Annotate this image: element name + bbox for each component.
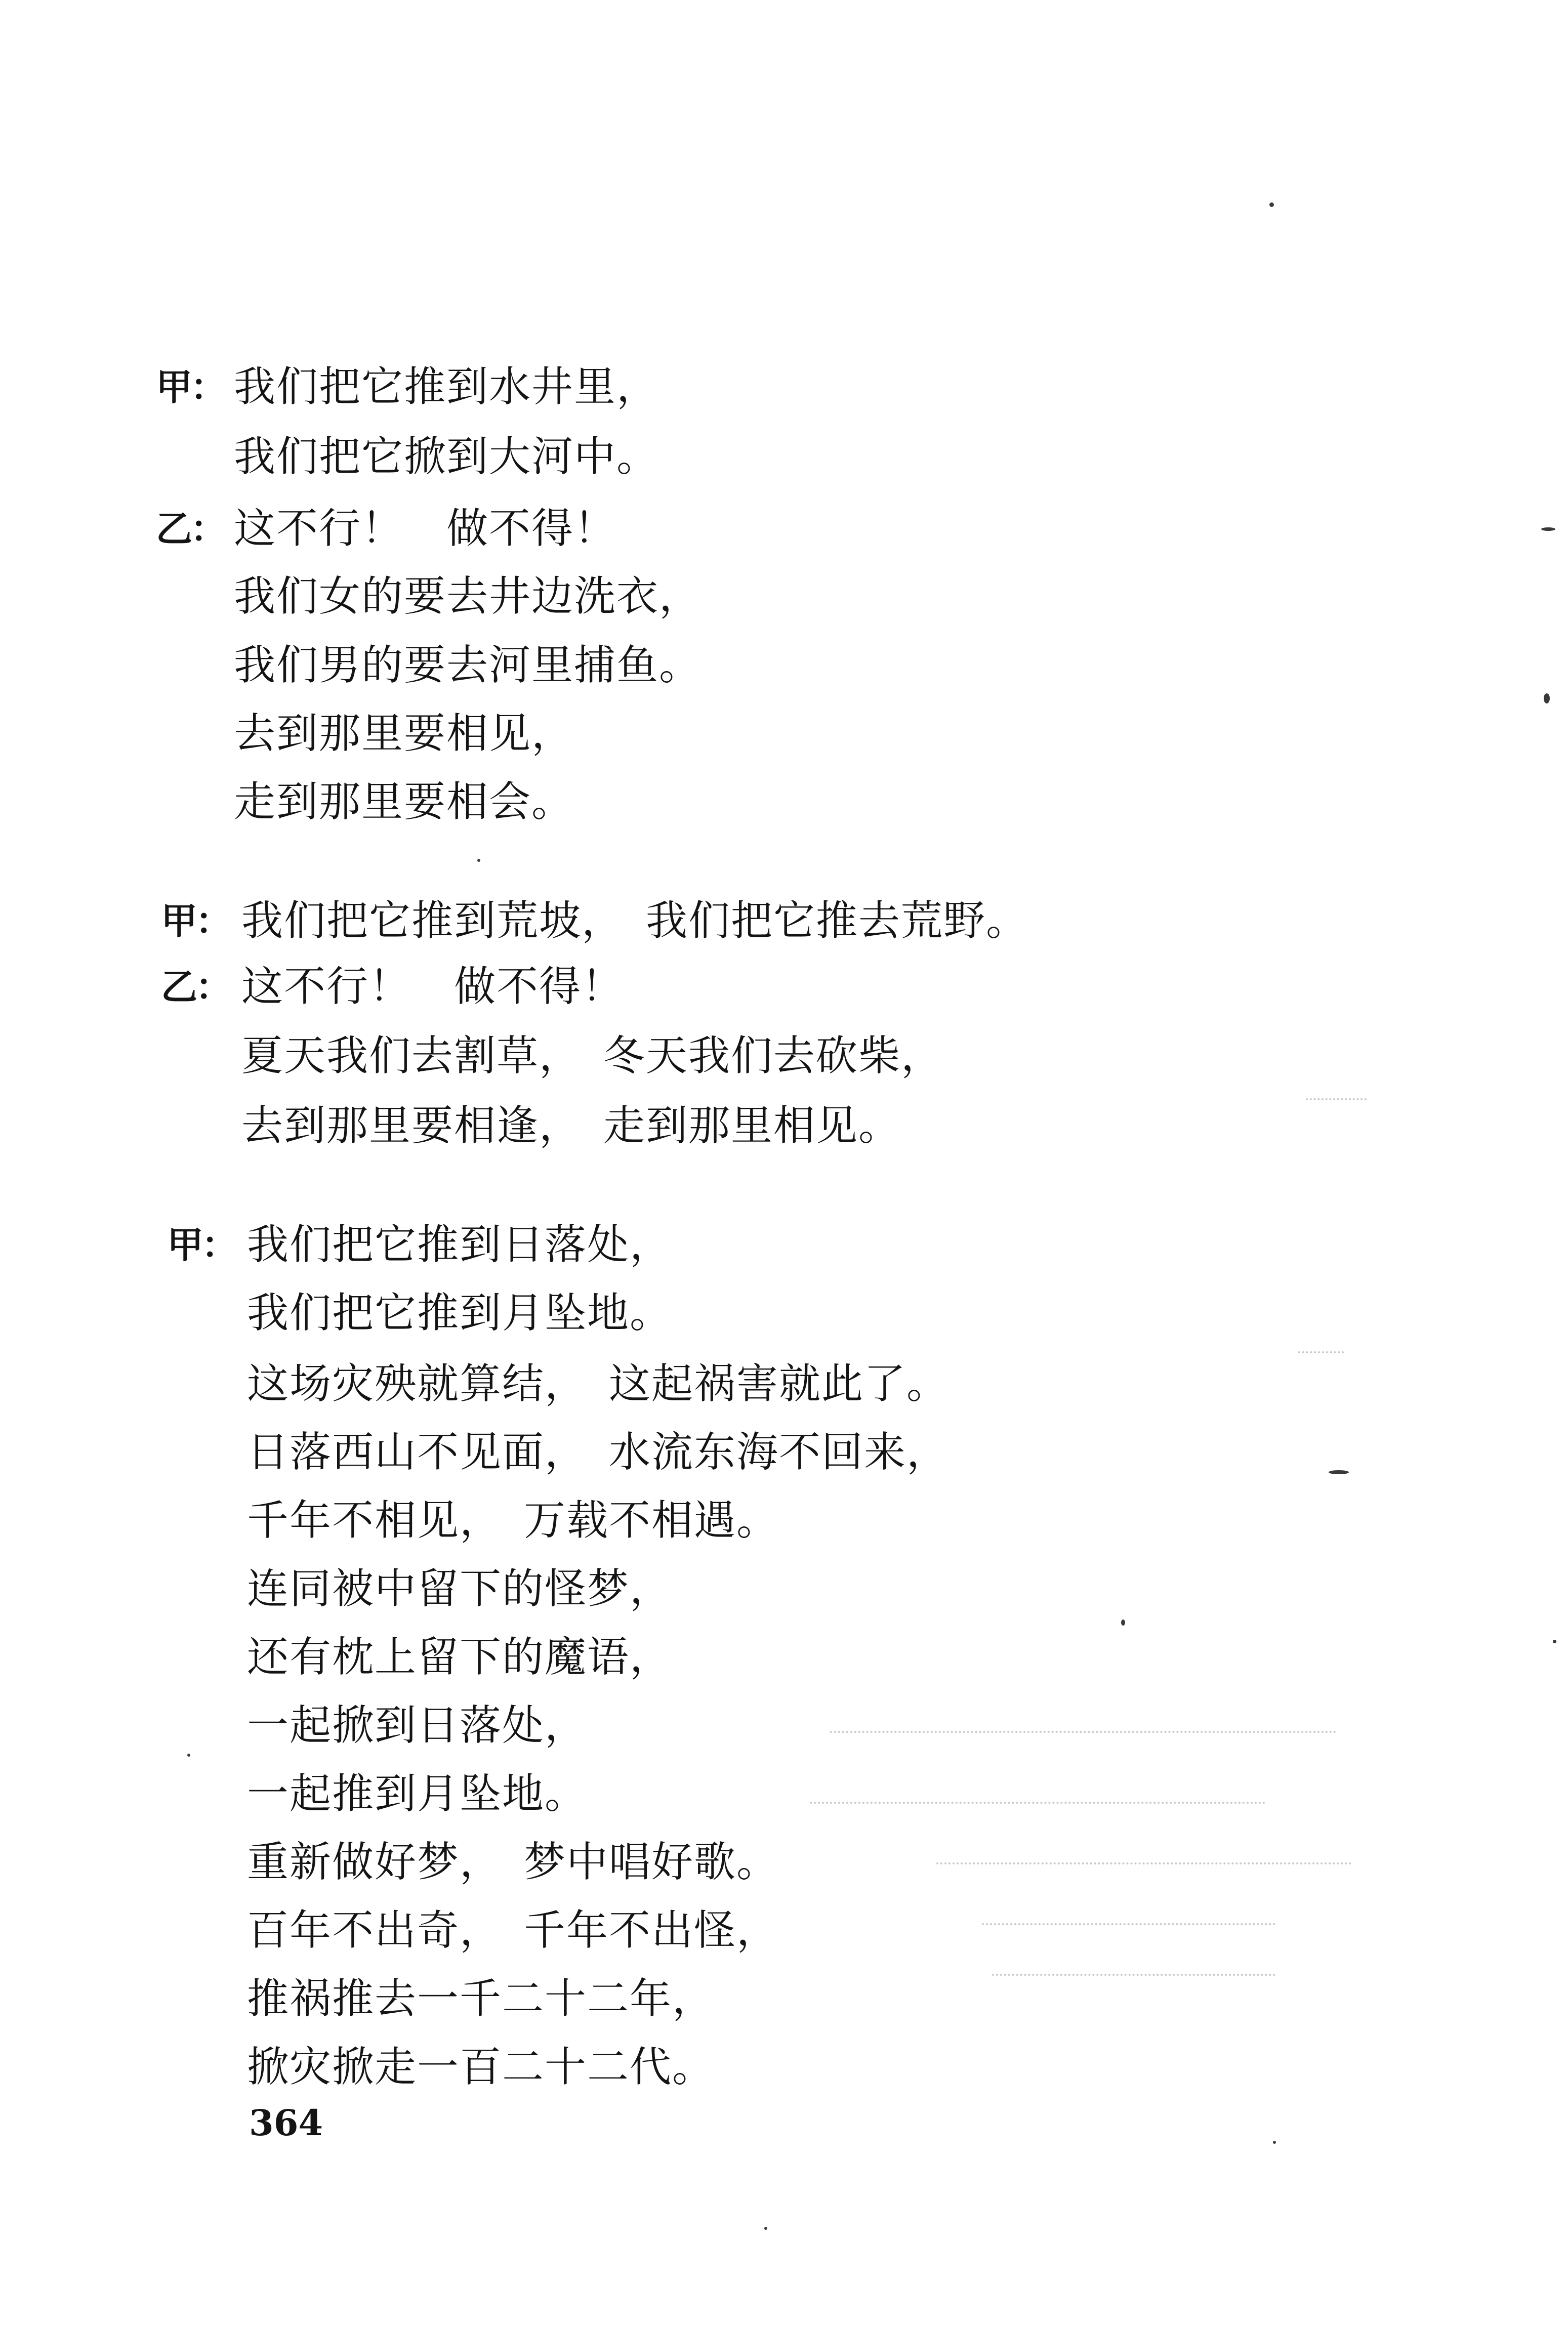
verse-line: 我们女的要去井边洗衣， — [234, 572, 702, 620]
verse-line: 千年不相见， 万载不相遇。 — [247, 1497, 779, 1545]
speaker-jia: 甲： — [167, 1224, 236, 1266]
faint-smudge — [982, 1923, 1275, 1930]
scan-speck — [1121, 1620, 1125, 1626]
speaker-jia: 甲： — [156, 366, 225, 408]
verse-line: 推祸推去一千二十二年， — [247, 1975, 715, 2023]
faint-smudge — [810, 1802, 1265, 1809]
verse-line: 还有枕上留下的魔语， — [247, 1633, 673, 1681]
verse-line: 连同被中留下的怪梦， — [247, 1565, 673, 1613]
verse-line: 一起推到月坠地。 — [247, 1770, 588, 1818]
verse-line: 去到那里要相逢， 走到那里相见。 — [241, 1102, 901, 1150]
scan-speck — [1553, 1640, 1556, 1643]
verse-line: 夏天我们去割草， 冬天我们去砍柴， — [241, 1032, 944, 1080]
verse-line: 重新做好梦， 梦中唱好歌。 — [247, 1838, 779, 1886]
verse-line: 百年不出奇， 千年不出怪， — [247, 1906, 779, 1955]
speaker-yi: 乙： — [161, 966, 230, 1008]
verse-line: 我们把它掀到大河中。 — [234, 433, 659, 481]
verse-line: 掀灾掀走一百二十二代。 — [247, 2043, 715, 2091]
faint-smudge — [936, 1862, 1351, 1870]
scan-speck — [187, 1754, 190, 1757]
verse-line: 走到那里要相会。 — [234, 778, 574, 826]
verse-line: 这不行！ 做不得！ — [241, 963, 625, 1011]
verse-line: 我们把它推到荒坡， 我们把它推去荒野。 — [241, 897, 1029, 945]
page-number: 364 — [249, 2102, 323, 2144]
faint-smudge — [1306, 1098, 1367, 1105]
faint-smudge — [830, 1731, 1336, 1738]
verse-line: 去到那里要相见， — [234, 710, 574, 758]
scan-speck — [764, 2227, 767, 2230]
verse-line: 我们把它推到水井里， — [234, 363, 659, 411]
speaker-jia: 甲： — [161, 900, 230, 942]
verse-line: 我们把它推到月坠地。 — [247, 1289, 673, 1337]
verse-line: 这不行！ 做不得！ — [234, 505, 617, 553]
scan-speck — [1269, 202, 1274, 207]
speaker-yi: 乙： — [156, 508, 225, 550]
verse-line: 一起掀到日落处， — [247, 1701, 588, 1750]
scan-speck — [1541, 527, 1555, 531]
faint-smudge — [992, 1974, 1275, 1981]
scan-speck — [1329, 1470, 1349, 1474]
verse-line: 我们把它推到日落处， — [247, 1221, 673, 1269]
scan-speck — [477, 859, 480, 862]
verse-line: 这场灾殃就算结， 这起祸害就此了。 — [247, 1360, 950, 1408]
faint-smudge — [1298, 1351, 1344, 1358]
scan-speck — [1273, 2141, 1276, 2144]
verse-line: 日落西山不见面， 水流东海不回来， — [247, 1428, 950, 1476]
verse-line: 我们男的要去河里捕鱼。 — [234, 641, 702, 689]
scan-speck — [1544, 693, 1550, 703]
